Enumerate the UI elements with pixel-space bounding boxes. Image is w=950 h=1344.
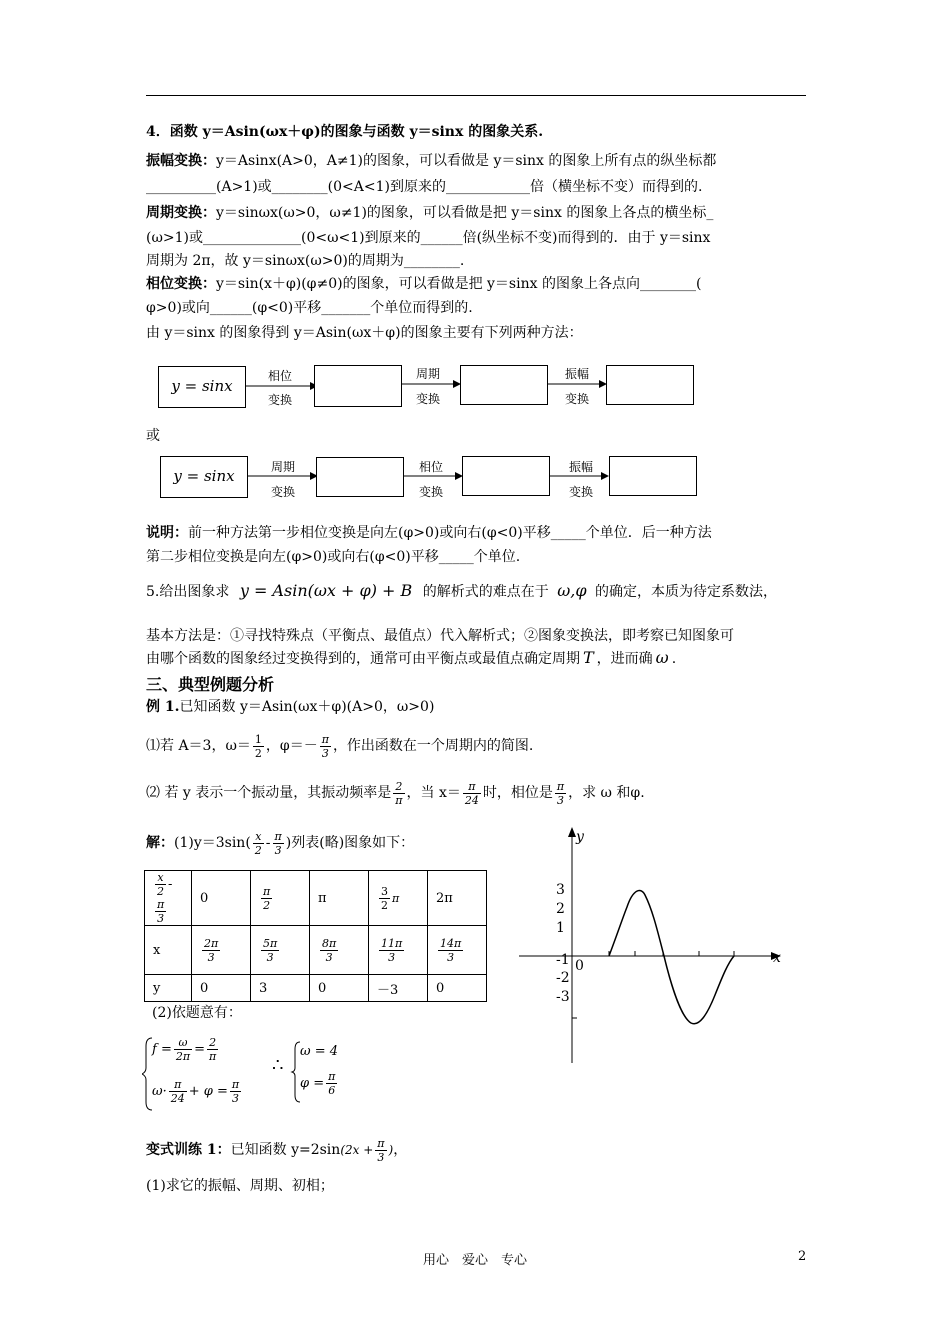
value-table xyxy=(144,870,487,1002)
y-tick-2: 2 xyxy=(556,901,565,917)
y-tick-3: 3 xyxy=(556,882,565,898)
therefore-symbol: ∴ xyxy=(272,1055,284,1076)
flow2-step1-top: 周期 xyxy=(270,460,295,474)
equation-1: f = $\frac{\omega}{2\pi}$ = $\frac{2}{\pi}$ xyxy=(152,1036,217,1063)
sine-graph xyxy=(515,825,785,1065)
table-cell: $\frac{14\pi}{3}$ xyxy=(428,926,487,975)
y-tick-1: 1 xyxy=(556,920,565,936)
sine-curve xyxy=(609,891,734,1024)
flow2-start-box xyxy=(160,456,248,498)
table-cell: $\frac{5\pi}{3}$ xyxy=(251,926,310,975)
y-tick-neg1: -1 xyxy=(556,952,570,968)
flow1-box1 xyxy=(314,365,402,407)
equation-2: ω· $\frac{\pi}{24}$ + φ = $\frac{\pi}{3}$ xyxy=(152,1078,240,1105)
table-cell: 0 xyxy=(192,871,251,926)
table-cell: $\frac{11\pi}{3}$ xyxy=(369,926,428,975)
table-cell: 3 xyxy=(251,975,310,1002)
table-cell: $\frac{3}{2}$ π xyxy=(369,871,428,926)
flow2-step2-bottom: 变换 xyxy=(418,485,443,499)
solution-line: 解：(1)y＝3sin( $\frac{x}{2}$ - $\frac{\pi}{3}$ )列表(略)图象如下： xyxy=(146,829,415,857)
table-cell: $\frac{\pi}{2}$ xyxy=(251,871,310,926)
table-row xyxy=(145,926,487,975)
table-cell: $\frac{x}{2}$ - $\frac{\pi}{3}$ xyxy=(145,871,192,926)
table-row xyxy=(145,871,487,926)
flow1-step3-bottom: 变换 xyxy=(564,392,589,406)
y-tick-neg3: -3 xyxy=(556,989,570,1005)
or-text: 或 xyxy=(146,428,160,444)
table-cell: $\frac{2\pi}{3}$ xyxy=(192,926,251,975)
x-axis-label: x xyxy=(773,950,781,966)
table-cell: $\frac{8\pi}{3}$ xyxy=(310,926,369,975)
y-axis-label: y xyxy=(576,829,584,845)
page-number: 2 xyxy=(798,1249,807,1264)
flow2-step3-bottom: 变换 xyxy=(568,485,593,499)
table-cell: 0 xyxy=(428,975,487,1002)
origin-label: 0 xyxy=(575,958,584,974)
flow1-start-label: y = sinx xyxy=(171,377,233,395)
flow1-box2 xyxy=(460,365,548,405)
table-cell: x xyxy=(145,926,192,975)
flow2-step3-top: 振幅 xyxy=(568,460,593,474)
solution-part2: (2)依题意有： xyxy=(152,1005,242,1021)
section5-line1: 5.给出图象求 y = Asin(ωx + φ) + B 的解析式的难点在于 ω,φ 的确定，本质为待定系数法， xyxy=(146,581,777,600)
phase-line1: 相位变换：y＝sin(x＋φ)(φ≠0)的图象，可以看做是把 y＝sinx 的图象上各点向________( xyxy=(146,276,702,292)
flow1-step2-top: 周期 xyxy=(415,367,440,381)
section4-title: 4．函数 y＝Asin(ωx＋φ)的图象与函数 y＝sinx 的图象关系. xyxy=(146,124,544,140)
example1-part1: ⑴若 A＝3，ω＝ $\frac{1}{2}$ ，φ＝－ $\frac{\pi}{3}$ ，作出函数在一个周期内的简图. xyxy=(146,732,534,760)
table-cell: y xyxy=(145,975,192,1002)
flow1-step1-top: 相位 xyxy=(267,369,292,383)
period-line3: 周期为 2π，故 y＝sinωx(ω>0)的周期为________. xyxy=(146,253,465,269)
example1-part2: ⑵ 若 y 表示一个振动量，其振动频率是 $\frac{2}{\pi}$ ，当 x＝ $\frac{\pi}{24}$ 时，相位是 $\frac{\pi}{3}$ ，求 ω 和φ. xyxy=(146,779,645,807)
table-cell: 0 xyxy=(310,975,369,1002)
variant-line: 变式训练 1：已知函数 y=2sin(2x + $\frac{\pi}{3}$ )， xyxy=(146,1136,408,1164)
table-cell: －3 xyxy=(369,975,428,1002)
table-cell: π xyxy=(310,871,369,926)
period-line1: 周期变换：y＝sinωx(ω>0，ω≠1)的图象，可以看做是把 y＝sinx 的图象上各点的横坐标_ xyxy=(146,205,714,221)
section5-basic1: 基本方法是：①寻找特殊点（平衡点、最值点）代入解析式；②图象变换法，即考察已知图象可 xyxy=(146,628,734,644)
methods-intro: 由 y＝sinx 的图象得到 y＝Asin(ωx＋φ)的图象主要有下列两种方法： xyxy=(146,325,583,341)
result-1: ω = 4 xyxy=(300,1044,339,1059)
example1-line: 例 1.已知函数 y＝Asin(ωx＋φ)(A>0，ω>0) xyxy=(146,699,435,715)
flow2-box3 xyxy=(609,456,697,496)
variant-q1: (1)求它的振幅、周期、初相； xyxy=(146,1178,334,1194)
flow2-step2-top: 相位 xyxy=(418,460,443,474)
phase-line2: φ>0)或向______(φ<0)平移_______个单位而得到的. xyxy=(146,300,473,316)
amp-line1: 振幅变换：y＝Asinx(A>0，A≠1)的图象，可以看做是 y＝sinx 的图象上所有点的纵坐标都 xyxy=(146,153,717,169)
flow2-start-label: y = sinx xyxy=(173,467,235,485)
table-cell: 2π xyxy=(428,871,487,926)
flow2-box2 xyxy=(462,456,550,496)
flow1-step2-bottom: 变换 xyxy=(415,392,440,406)
footer-center: 用心 爱心 专心 xyxy=(422,1253,527,1268)
flow1-step1-bottom: 变换 xyxy=(267,393,292,407)
table-cell: 0 xyxy=(192,975,251,1002)
result-2: φ = $\frac{\pi}{6}$ xyxy=(300,1070,336,1097)
flow2-box1 xyxy=(316,457,404,497)
amp-line2: __________(A>1)或________(0<A<1)到原来的____________倍（横坐标不变）而得到的. xyxy=(146,179,703,195)
section3-title: 三、典型例题分析 xyxy=(146,675,275,694)
period-line2: (ω>1)或______________(0<ω<1)到原来的______倍(纵坐标不变)而得到的．由于 y＝sinx xyxy=(146,230,711,246)
flow1-step3-top: 振幅 xyxy=(564,367,589,381)
note-line2: 第二步相位变换是向左(φ>0)或向右(φ<0)平移_____个单位. xyxy=(146,549,521,565)
flow2-step1-bottom: 变换 xyxy=(270,485,295,499)
y-tick-neg2: -2 xyxy=(556,970,570,986)
table-row xyxy=(145,975,487,1002)
flow1-box3 xyxy=(606,365,694,405)
note-line1: 说明：前一种方法第一步相位变换是向左(φ>0)或向右(φ<0)平移_____个单位．后一种方法 xyxy=(146,525,712,541)
section5-basic2: 由哪个函数的图象经过变换得到的，通常可由平衡点或最值点确定周期 T ，进而确 ω . xyxy=(146,648,677,667)
